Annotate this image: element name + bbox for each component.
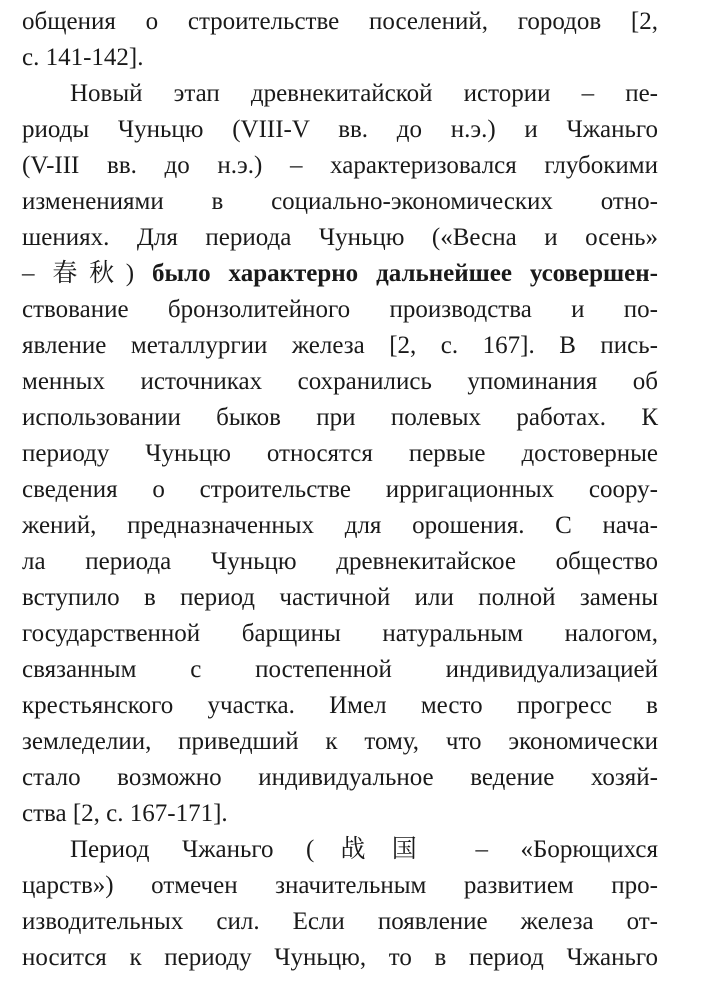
text-line: царств») отмечен значительным развитием про-: [22, 872, 658, 899]
text-line: сведения о строительстве ирригационных соору-: [22, 476, 658, 503]
text-line: носится к периоду Чуньцю, то в период Чжаньго: [22, 944, 658, 971]
text-line: общения о строительстве поселений, городов [2,: [22, 8, 658, 35]
text-line: периоду Чуньцю относятся первые достоверные: [22, 440, 658, 467]
text-line: шениях. Для периода Чуньцю («Весна и осень»: [22, 224, 658, 251]
bold-text-segment: было характерно дальнейшее усовершен-: [152, 260, 658, 287]
paragraph-start-line: Новый этап древнекитайской истории – пе-: [70, 80, 658, 107]
paragraph-start-line: Период Чжаньго (战国 – «Борющихся: [70, 836, 658, 863]
text-line: ствование бронзолитейного производства и по-: [22, 296, 658, 323]
text-line: (V-III вв. до н.э.) – характеризовался глубокими: [22, 152, 658, 179]
text-line: явление металлургии железа [2, с. 167]. В пись-: [22, 332, 658, 359]
text-line: стало возможно индивидуальное ведение хозяй-: [22, 764, 658, 791]
text-line: государственной барщины натуральным налогом,: [22, 620, 658, 647]
text-line: вступило в период частичной или полной замены: [22, 584, 658, 611]
text-line: риоды Чуньцю (VIII-V вв. до н.э.) и Чжаньго: [22, 116, 658, 143]
text-segment: – 春秋): [22, 260, 153, 287]
text-line: менных источниках сохранились упоминания об: [22, 368, 658, 395]
text-line: жений, предназначенных для орошения. С нача-: [22, 512, 658, 539]
text-line: изводительных сил. Если появление железа от-: [22, 908, 658, 935]
text-line: изменениями в социально-экономических отно-: [22, 188, 658, 215]
text-line: крестьянского участка. Имел место прогресс в: [22, 692, 658, 719]
text-line: ства [2, с. 167-171].: [22, 800, 228, 827]
text-line: земледелии, приведший к тому, что экономически: [22, 728, 658, 755]
text-line-mixed: [22, 256, 658, 292]
text-line: с. 141-142].: [22, 44, 144, 71]
text-line: ла периода Чуньцю древнекитайское общество: [22, 548, 658, 575]
text-line: использовании быков при полевых работах. К: [22, 404, 658, 431]
text-line: связанным с постепенной индивидуализацией: [22, 656, 658, 683]
